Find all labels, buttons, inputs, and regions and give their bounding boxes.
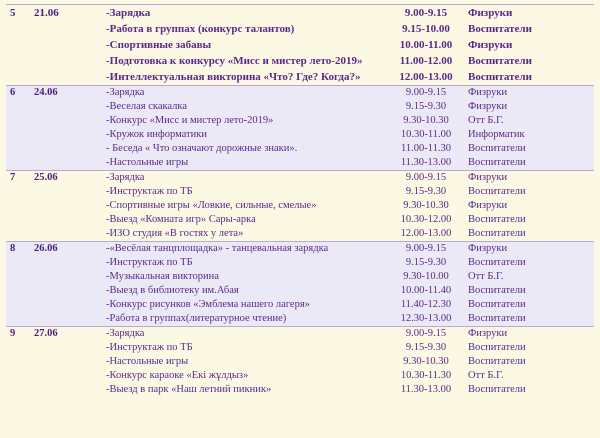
activity-cell: -Выезд «Комната игр» Сары-арка	[106, 214, 256, 225]
activity-cell: -Работа в группах(литературное чтение)	[98, 312, 386, 327]
responsible-cell: Физруки	[468, 39, 513, 51]
day-number	[6, 369, 32, 383]
day-number	[6, 270, 32, 284]
responsible-cell: Отт Б.Г.	[466, 114, 594, 128]
responsible-cell: Воспитатели	[468, 342, 526, 353]
activity-cell: -Интеллектуальная викторина «Что? Где? Когда?»	[106, 71, 361, 83]
schedule-row	[6, 341, 594, 355]
schedule-body	[6, 5, 594, 398]
responsible-cell: Воспитатели	[468, 384, 526, 395]
activity-cell: -Выезд в библиотеку им.Абая	[98, 284, 386, 298]
schedule-row	[6, 312, 594, 327]
day-date	[32, 341, 98, 355]
day-number	[6, 53, 32, 69]
day-date	[32, 37, 98, 53]
activity-cell: -«Весёлая танцплощадка» - танцевальная зарядка	[98, 242, 386, 257]
day-number	[6, 355, 32, 369]
camp-schedule-table	[6, 4, 594, 397]
responsible-cell: Отт Б.Г.	[466, 270, 594, 284]
time-cell: 10.00-11.40	[386, 284, 466, 298]
time-cell: 9.00-9.15	[386, 242, 466, 257]
schedule-row	[6, 298, 594, 312]
activity-cell: -Конкурс караоке «Екі жұлдыз»	[106, 370, 249, 381]
time-cell: 9.15-9.30	[386, 256, 466, 270]
day-number: 8	[6, 242, 32, 257]
day-date	[32, 369, 98, 383]
activity-cell: -Зарядка	[98, 5, 386, 22]
time-cell: 9.30-10.00	[386, 270, 466, 284]
schedule-row	[6, 37, 594, 53]
activity-cell: -Веселая скакалка	[98, 100, 386, 114]
day-number	[6, 142, 32, 156]
responsible-cell: Воспитатели	[466, 156, 594, 171]
schedule-row	[6, 369, 594, 383]
day-date	[32, 312, 98, 327]
responsible-cell: Физруки	[468, 200, 508, 211]
responsible-cell: Воспитатели	[468, 356, 526, 367]
activity-cell: -Конкурс рисунков «Эмблема нашего лагеря»	[98, 298, 386, 312]
responsible-cell: Воспитатели	[468, 228, 526, 239]
activity-cell: -Настольные игры	[106, 356, 189, 367]
day-number	[6, 341, 32, 355]
time-cell: 11.30-13.00	[400, 384, 452, 395]
activity-cell: -Зарядка	[98, 171, 386, 186]
activity-cell: -Зарядка	[98, 86, 386, 101]
responsible-cell: Физруки	[466, 100, 594, 114]
responsible-cell: Воспитатели	[466, 256, 594, 270]
activity-cell: -Инструктаж по ТБ	[106, 186, 193, 197]
schedule-row	[6, 327, 594, 342]
schedule-row	[6, 53, 594, 69]
day-date	[32, 142, 98, 156]
schedule-row	[6, 100, 594, 114]
responsible-cell: Физруки	[466, 327, 594, 342]
day-date	[32, 298, 98, 312]
day-number: 7	[6, 171, 32, 186]
day-number: 9	[6, 327, 32, 342]
responsible-cell: Физруки	[466, 242, 594, 257]
time-cell: 9.30-10.30	[386, 114, 466, 128]
schedule-row	[6, 69, 594, 86]
activity-cell: -Спортивные игры «Ловкие, сильные, смелые»	[106, 200, 317, 211]
time-cell: 11.40-12.30	[386, 298, 466, 312]
activity-cell: -Кружок информатики	[98, 128, 386, 142]
responsible-cell: Воспитатели	[466, 312, 594, 327]
day-date: 24.06	[32, 86, 98, 101]
day-number	[6, 256, 32, 270]
time-cell: 9.00-9.15	[386, 86, 466, 101]
day-number	[6, 383, 32, 397]
day-number	[6, 69, 32, 86]
day-number	[6, 213, 32, 227]
responsible-cell: Воспитатели	[468, 186, 526, 197]
time-cell: 9.15-9.30	[405, 342, 447, 353]
day-date	[32, 256, 98, 270]
time-cell: 12.00-13.00	[400, 228, 452, 239]
responsible-cell: Физруки	[466, 86, 594, 101]
day-number	[6, 312, 32, 327]
day-number: 5	[6, 5, 32, 22]
day-date: 27.06	[32, 327, 98, 342]
activity-cell: -Спортивные забавы	[106, 39, 212, 51]
schedule-row	[6, 142, 594, 156]
schedule-row	[6, 156, 594, 171]
activity-cell: -Зарядка	[98, 327, 386, 342]
day-number	[6, 37, 32, 53]
schedule-row	[6, 5, 594, 22]
day-date	[32, 100, 98, 114]
day-date	[32, 185, 98, 199]
time-cell: 9.15-9.30	[405, 186, 447, 197]
activity-cell: -Работа в группах (конкурс талантов)	[106, 23, 295, 35]
schedule-row	[6, 128, 594, 142]
day-date: 21.06	[32, 5, 98, 22]
activity-cell: -Подготовка к конкурсу «Мисс и мистер лето-2019»	[106, 55, 363, 67]
schedule-row	[6, 383, 594, 397]
day-number	[6, 298, 32, 312]
responsible-cell: Воспитатели	[468, 55, 532, 67]
day-date	[32, 156, 98, 171]
schedule-row	[6, 185, 594, 199]
day-date	[32, 69, 98, 86]
responsible-cell: Воспитатели	[468, 214, 526, 225]
time-cell: 12.30-13.00	[386, 312, 466, 327]
day-date	[32, 21, 98, 37]
schedule-row	[6, 256, 594, 270]
day-date	[32, 383, 98, 397]
day-date	[32, 284, 98, 298]
day-date	[32, 227, 98, 242]
time-cell: 10.30-11.30	[400, 370, 452, 381]
day-number	[6, 227, 32, 242]
day-number	[6, 199, 32, 213]
time-cell: 9.00-9.15	[386, 327, 466, 342]
responsible-cell: Воспитатели	[466, 298, 594, 312]
day-number	[6, 128, 32, 142]
schedule-row	[6, 21, 594, 37]
activity-cell: -ИЗО студия «В гостях у лета»	[106, 228, 244, 239]
time-cell: 9.00-9.15	[386, 5, 466, 22]
responsible-cell: Информатик	[466, 128, 594, 142]
time-cell: 12.00-13.00	[399, 71, 453, 83]
activity-cell: -Инструктаж по ТБ	[98, 256, 386, 270]
responsible-cell: Воспитатели	[466, 284, 594, 298]
time-cell: 11.00-11.30	[386, 142, 466, 156]
day-number	[6, 284, 32, 298]
schedule-row	[6, 86, 594, 101]
activity-cell: -Музыкальная викторина	[98, 270, 386, 284]
responsible-cell: Воспитатели	[468, 71, 532, 83]
day-number	[6, 185, 32, 199]
activity-cell: -Выезд в парк «Наш летний пикник»	[106, 384, 272, 395]
schedule-row	[6, 355, 594, 369]
schedule-row	[6, 199, 594, 213]
day-date	[32, 355, 98, 369]
day-number: 6	[6, 86, 32, 101]
day-number	[6, 114, 32, 128]
schedule-row	[6, 114, 594, 128]
day-date	[32, 53, 98, 69]
responsible-cell: Физруки	[466, 171, 594, 186]
schedule-row	[6, 171, 594, 186]
day-date	[32, 213, 98, 227]
responsible-cell: Воспитатели	[468, 23, 532, 35]
activity-cell: - Беседа « Что означают дорожные знаки».	[98, 142, 386, 156]
time-cell: 11.00-12.00	[399, 55, 453, 67]
day-date	[32, 128, 98, 142]
time-cell: 10.30-12.00	[400, 214, 452, 225]
activity-cell: -Настольные игры	[98, 156, 386, 171]
time-cell: 9.00-9.15	[386, 171, 466, 186]
day-number	[6, 21, 32, 37]
time-cell: 9.30-10.30	[403, 200, 449, 211]
schedule-row	[6, 284, 594, 298]
time-cell: 11.30-13.00	[386, 156, 466, 171]
time-cell: 10.00-11.00	[399, 39, 453, 51]
day-date	[32, 114, 98, 128]
schedule-row	[6, 242, 594, 257]
time-cell: 9.15-9.30	[386, 100, 466, 114]
day-date: 26.06	[32, 242, 98, 257]
day-number	[6, 156, 32, 171]
responsible-cell: Отт Б.Г.	[468, 370, 504, 381]
time-cell: 9.15-10.00	[402, 23, 450, 35]
day-date	[32, 270, 98, 284]
time-cell: 9.30-10.30	[403, 356, 449, 367]
day-date	[32, 199, 98, 213]
time-cell: 10.30-11.00	[386, 128, 466, 142]
schedule-row	[6, 213, 594, 227]
day-date: 25.06	[32, 171, 98, 186]
activity-cell: -Конкурс «Мисс и мистер лето-2019»	[98, 114, 386, 128]
activity-cell: -Инструктаж по ТБ	[106, 342, 193, 353]
responsible-cell: Физруки	[466, 5, 594, 22]
responsible-cell: Воспитатели	[466, 142, 594, 156]
schedule-row	[6, 227, 594, 242]
day-number	[6, 100, 32, 114]
schedule-row	[6, 270, 594, 284]
